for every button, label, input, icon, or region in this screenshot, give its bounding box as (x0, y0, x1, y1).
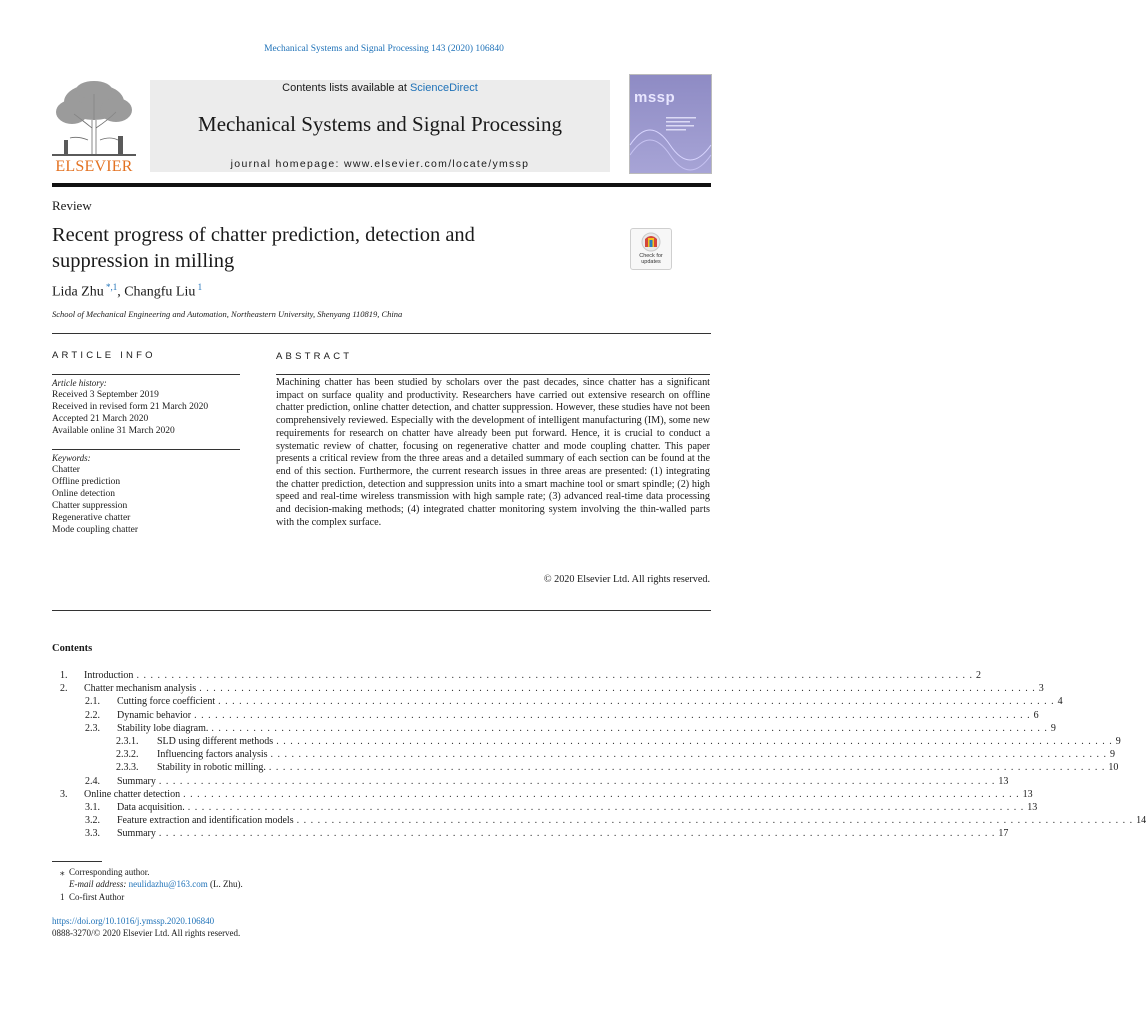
toc-entry[interactable] (116, 748, 1116, 761)
footnote-mark: 1 (60, 892, 65, 902)
journal-banner (150, 80, 610, 172)
footnote-email (69, 878, 243, 890)
toc-entry-number: 2.3.3. (116, 762, 139, 774)
toc-leader-dots: . . . . . . . . . . . . . . . . . . . . . . . . . . . . . . . . . . . . . . . . . . . . . . . . . . . . . . . . . . . . . . . . . . . . . . . . . . . . . . . . . . . . . . . . . . . . . . . . . . . . . . . . . . . . . . . . . . . . . . . . (276, 736, 1113, 747)
cover-title: mssp (634, 89, 676, 106)
toc-entry-number: 2.3.1. (116, 736, 139, 747)
toc-entry-page: 13 (1027, 802, 1038, 813)
toc-entry[interactable] (85, 814, 1146, 827)
toc-entry-number: 2. (60, 683, 68, 695)
history-list (52, 389, 208, 437)
history-item: Accepted 21 March 2020 (52, 414, 149, 424)
footnote-mark: ⁎ (60, 867, 65, 877)
doi-link[interactable]: https://doi.org/10.1016/j.ymssp.2020.106840 (52, 916, 215, 926)
toc-leader-dots: . . . . . . . . . . . . . . . . . . . . . . . . . . . . . . . . . . . . . . . . . . . . . . . . . . . . . . . . . . . . . . . . . . . . . . . . . . . . . . . . . . . . . . . . . . . . . . . . . . . . . . . . . . . . . . . . . . . . . . . . (270, 749, 1108, 761)
toc-entry[interactable] (85, 827, 1009, 840)
abstract-copyright: © 2020 Elsevier Ltd. All rights reserved. (543, 574, 710, 585)
toc-entry[interactable] (85, 801, 1038, 814)
article-info-heading: ARTICLE INFO (52, 350, 156, 361)
journal-title: Mechanical Systems and Signal Processing (198, 112, 562, 136)
author-list (52, 282, 202, 301)
check-for-updates-button[interactable] (630, 228, 672, 270)
crossmark-label: Check for updates (639, 253, 663, 265)
history-label: Article history: (52, 378, 107, 388)
journal-reference[interactable]: Mechanical Systems and Signal Processing 143 (2020) 106840 (264, 44, 504, 54)
crossmark-icon (631, 229, 671, 253)
toc-entry-page: 6 (1033, 709, 1039, 721)
toc-entry[interactable] (60, 682, 1044, 695)
history-item: Received in revised form 21 March 2020 (52, 402, 209, 412)
toc-entry-label: Stability lobe diagram. (117, 722, 209, 734)
contents-heading: Contents (52, 643, 93, 654)
author-name: Lida Zhu (52, 284, 104, 300)
elsevier-tree-icon (52, 80, 136, 158)
toc-entry[interactable] (85, 722, 1056, 735)
toc-entry[interactable] (85, 709, 1039, 722)
elsevier-logo (52, 80, 136, 176)
toc-entry-label: Cutting force coefficient (117, 696, 216, 708)
toc-entry-label: Chatter mechanism analysis (84, 683, 197, 695)
sciencedirect-link[interactable]: ScienceDirect (409, 82, 478, 94)
affiliation-rule (52, 333, 711, 334)
toc-entry-page: 3 (1038, 683, 1044, 695)
toc-entry[interactable] (85, 775, 1009, 788)
toc-entry[interactable] (85, 695, 1063, 708)
toc-leader-dots: . . . . . . . . . . . . . . . . . . . . . . . . . . . . . . . . . . . . . . . . . . . . . . . . . . . . . . . . . . . . . . . . . . . . . . . . . . . . . . . . . . . . . . . . . . . . . . . . . . . . . . . . . . . . . . . . . . . . . . . . (194, 709, 1031, 721)
keyword-item: Mode coupling chatter (52, 525, 139, 535)
toc-entry-label: Dynamic behavior (117, 709, 192, 721)
toc-entry[interactable] (116, 735, 1121, 748)
toc-entry[interactable] (116, 761, 1119, 774)
history-item: Received 3 September 2019 (52, 390, 159, 400)
abstract-rule (276, 374, 710, 375)
footnote-corresponding: ⁎ Corresponding author. (60, 867, 150, 877)
contents-available-line: Contents lists available at ScienceDirect (282, 82, 478, 94)
toc-entry-label: SLD using different methods (157, 736, 274, 747)
article-type: Review (52, 198, 92, 213)
toc-entry-page: 9 (1050, 722, 1056, 734)
toc-entry-page: 10 (1108, 762, 1119, 774)
toc-entry-label: Online chatter detection (84, 788, 181, 800)
toc-leader-dots: . . . . . . . . . . . . . . . . . . . . . . . . . . . . . . . . . . . . . . . . . . . . . . . . . . . . . . . . . . . . . . . . . . . . . . . . . . . . . . . . . . . . . . . . . . . . . . . . . . . . . . . . . . . . . . . . . . . . . . . . (218, 696, 1055, 708)
keywords-list (52, 464, 138, 536)
author-name: Changfu Liu (124, 284, 196, 300)
toc-leader-dots: . . . . . . . . . . . . . . . . . . . . . . . . . . . . . . . . . . . . . . . . . . . . . . . . . . . . . . . . . . . . . . . . . . . . . . . . . . . . . . . . . . . . . . . . . . . . . . . . . . . . . . . . . . . . . . . . . . . . . . . . (136, 670, 973, 681)
keyword-item: Regenerative chatter (52, 513, 131, 523)
elsevier-wordmark: ELSEVIER (55, 158, 133, 175)
author-separator: , (117, 284, 125, 300)
toc-entry-number: 2.3. (85, 722, 100, 734)
toc-entry-label: Data acquisition. (117, 802, 185, 813)
keyword-item: Online detection (52, 489, 116, 499)
toc-entry-number: 2.2. (85, 709, 100, 721)
toc-entry-page: 17 (998, 828, 1009, 840)
toc-entry-page: 9 (1115, 736, 1121, 747)
toc-leader-dots: . . . . . . . . . . . . . . . . . . . . . . . . . . . . . . . . . . . . . . . . . . . . . . . . . . . . . . . . . . . . . . . . . . . . . . . . . . . . . . . . . . . . . . . . . . . . . . . . . . . . . . . . . . . . . . . . . . . . . . . . (268, 762, 1106, 774)
toc-leader-dots: . . . . . . . . . . . . . . . . . . . . . . . . . . . . . . . . . . . . . . . . . . . . . . . . . . . . . . . . . . . . . . . . . . . . . . . . . . . . . . . . . . . . . . . . . . . . . . . . . . . . . . . . . . . . . . . . . . . . . . . . (211, 722, 1048, 734)
affiliation: School of Mechanical Engineering and Automation, Northeastern University, Shenyang 110819, China (52, 309, 403, 319)
author-marks[interactable]: 1 (195, 282, 203, 292)
toc-leader-dots: . . . . . . . . . . . . . . . . . . . . . . . . . . . . . . . . . . . . . . . . . . . . . . . . . . . . . . . . . . . . . . . . . . . . . . . . . . . . . . . . . . . . . . . . . . . . . . . . . . . . . . . . . . . . . . . . . . . . . . . . (158, 775, 996, 787)
toc-entry[interactable] (60, 788, 1033, 801)
keyword-item: Chatter suppression (52, 501, 128, 511)
toc-leader-dots: . . . . . . . . . . . . . . . . . . . . . . . . . . . . . . . . . . . . . . . . . . . . . . . . . . . . . . . . . . . . . . . . . . . . . . . . . . . . . . . . . . . . . . . . . . . . . . . . . . . . . . . . . . . . . . . . . . . . . . . . (158, 828, 996, 840)
toc-leader-dots: . . . . . . . . . . . . . . . . . . . . . . . . . . . . . . . . . . . . . . . . . . . . . . . . . . . . . . . . . . . . . . . . . . . . . . . . . . . . . . . . . . . . . . . . . . . . . . . . . . . . . . . . . . . . . . . . . . . . . . . . (187, 802, 1025, 813)
toc-entry-label: Stability in robotic milling. (157, 762, 266, 774)
header-rule (52, 183, 711, 187)
history-item: Available online 31 March 2020 (52, 426, 175, 436)
article-title: Recent progress of chatter prediction, detection and suppression in milling (52, 224, 475, 272)
article-info-rule (52, 374, 240, 375)
keywords-label: Keywords: (52, 453, 91, 463)
abstract-bottom-rule (52, 610, 711, 611)
toc-entry-number: 2.3.2. (116, 749, 139, 761)
toc-entry-number: 1. (60, 670, 68, 681)
toc-entry-number: 3.1. (85, 802, 100, 813)
journal-cover[interactable] (629, 74, 712, 174)
toc-entry-page: 14 (1136, 815, 1146, 827)
toc-entry-label: Introduction (84, 670, 134, 681)
keyword-item: Offline prediction (52, 477, 121, 487)
toc-leader-dots: . . . . . . . . . . . . . . . . . . . . . . . . . . . . . . . . . . . . . . . . . . . . . . . . . . . . . . . . . . . . . . . . . . . . . . . . . . . . . . . . . . . . . . . . . . . . . . . . . . . . . . . . . . . . . . . . . . . . . . . . (199, 683, 1036, 695)
toc-entry-label: Feature extraction and identification models (117, 815, 294, 827)
toc-entry-page: 13 (998, 775, 1009, 787)
email-link[interactable]: neulidazhu@163.com (128, 879, 208, 889)
cover-wave-graphic (630, 75, 711, 173)
toc-entry[interactable] (60, 669, 981, 682)
journal-homepage[interactable]: journal homepage: www.elsevier.com/locate/ymssp (230, 158, 530, 170)
toc-leader-dots: . . . . . . . . . . . . . . . . . . . . . . . . . . . . . . . . . . . . . . . . . . . . . . . . . . . . . . . . . . . . . . . . . . . . . . . . . . . . . . . . . . . . . . . . . . . . . . . . . . . . . . . . . . . . . . . . . . . . . . . . (296, 815, 1134, 827)
toc-entry-label: Influencing factors analysis (157, 749, 268, 761)
toc-entry-page: 13 (1022, 788, 1033, 800)
footnote-cofirst: 1 Co-first Author (60, 892, 125, 902)
toc-entry-number: 3.3. (85, 828, 100, 840)
email-owner: (L. Zhu). (209, 879, 243, 889)
toc-entry-label: Summary (117, 828, 156, 840)
abstract-text: Machining chatter has been studied by scholars over the past decades, since chatter has a significant impact on surface quality and productivity. Researchers have carried out extensive research on offline chatter prediction, online chatter detection, and chatter suppression. However, these studies have not been comprehensively reviewed. Especially with the development of intelligent manufacturing (IM), some new requirements for research on chatter have already been put forward. Hence, it is crucial to conduct a systematic review of chatter, focusing on regenerative chatter and mode coupling chatter. This paper presents a critical review from the three areas and a detailed summary of each section can be found at the end of this section. Furthermore, the current research issues in three areas are presented: (1) integrating the chatter prediction, detection and suppression units into a smart machine tool or smart spindle; (2) high speed and real-time wireless transmission with high sample rate; (3) advanced real-time data processing and decision-making methods; (4) integrated chatter monitoring system involving the thin-walled parts with the complex surface. (276, 377, 710, 528)
toc-entry-number: 3.2. (85, 815, 100, 827)
email-label: E-mail address: (69, 879, 127, 889)
keyword-item: Chatter (52, 465, 80, 475)
toc-entry-page: 4 (1057, 696, 1063, 708)
toc-entry-number: 2.4. (85, 775, 100, 787)
toc-entry-number: 3. (60, 788, 68, 800)
toc-leader-dots: . . . . . . . . . . . . . . . . . . . . . . . . . . . . . . . . . . . . . . . . . . . . . . . . . . . . . . . . . . . . . . . . . . . . . . . . . . . . . . . . . . . . . . . . . . . . . . . . . . . . . . . . . . . . . . . . . . . . . . . . (183, 788, 1020, 800)
toc-entry-page: 2 (975, 670, 981, 681)
author-marks[interactable]: *,1 (103, 282, 118, 292)
toc-entry-number: 2.1. (85, 696, 100, 708)
toc-entry-page: 9 (1110, 749, 1116, 761)
footnote-rule (52, 861, 102, 862)
toc-entry-label: Summary (117, 775, 156, 787)
issn-line: 0888-3270/© 2020 Elsevier Ltd. All rights reserved. (52, 928, 241, 938)
keywords-rule (52, 449, 240, 450)
abstract-heading: ABSTRACT (276, 351, 353, 362)
